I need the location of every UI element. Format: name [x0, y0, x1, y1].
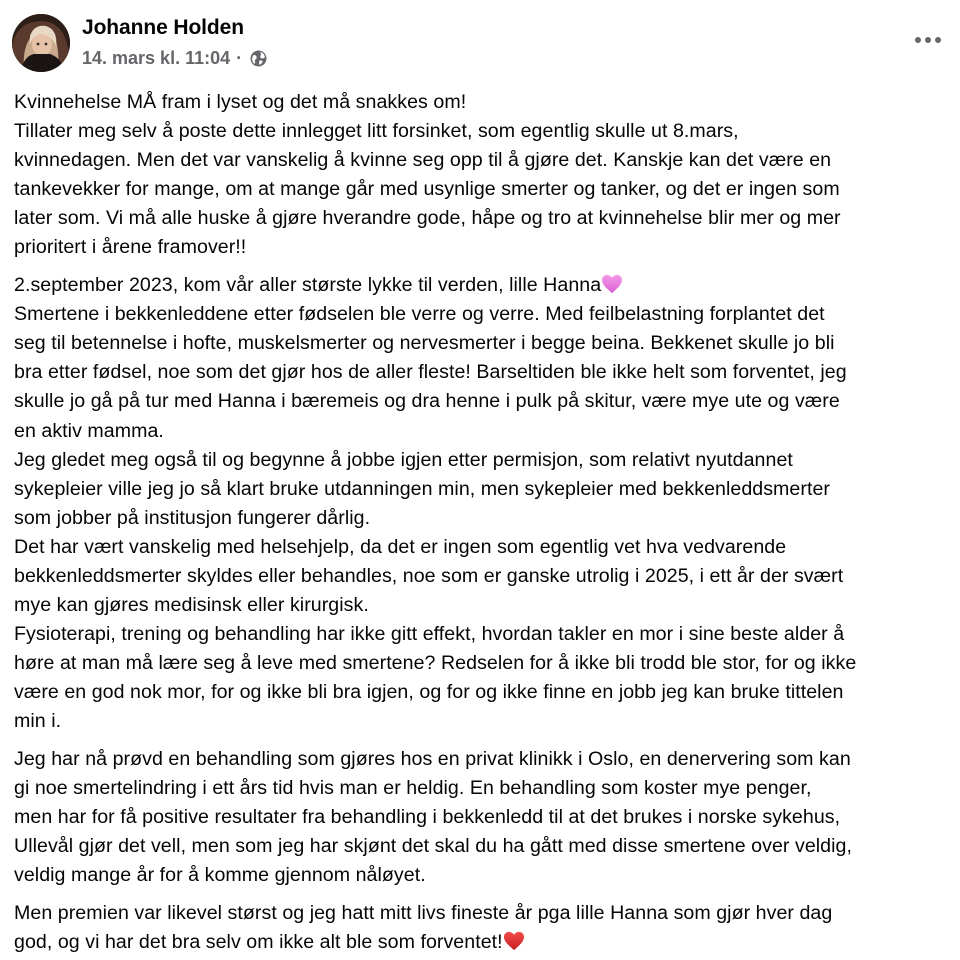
author-name[interactable]: Johanne Holden	[82, 16, 244, 39]
post-paragraph-1: Kvinnehelse MÅ fram i lyset og det må snakkes om! Tillater meg selv å poste dette innlegget litt forsinket, som egentlig skulle ut 8.mars, kvinnedagen. Men det var vanskelig å kvinne seg opp til å gjøre det. Kanskje kan det være en tankevekker for mange, om at mange går med usynlige smerter og tanker, og det er ingen som later som. Vi må alle huske å gjøre hverandre gode, håpe og tro at kvinnehelse blir mer og mer prioritert i årene framover!!	[14, 91, 841, 259]
red-heart-emoji-icon	[503, 931, 525, 951]
meta-separator: ·	[236, 48, 243, 68]
post-paragraph-4	[14, 899, 949, 957]
post-timestamp[interactable]: 14. mars kl. 11:04	[82, 48, 231, 68]
profile-photo-icon	[12, 14, 70, 72]
more-horizontal-icon	[913, 36, 943, 44]
more-options-button[interactable]	[910, 28, 946, 52]
post-meta	[82, 48, 267, 69]
post-paragraph-2	[14, 271, 949, 736]
post-paragraph-3: Jeg har nå prøvd en behandling som gjøres hos en privat klinikk i Oslo, en denervering som kan gi noe smertelindring i ett års tid hvis man er heldig. En behandling som koster mye penger, men har for få positive resultater fra behandling i bekkenledd til at det brukes i norske sykehus, Ullevål gjør det vell, men som jeg har skjønt det skal du ha gått med disse smertene over veldig, veldig mange år for å komme gjennom nåløyet.	[14, 748, 852, 887]
pink-heart-emoji-icon	[601, 274, 623, 294]
globe-icon[interactable]	[250, 50, 267, 67]
avatar[interactable]	[12, 14, 70, 72]
post-body	[14, 88, 949, 957]
post-header	[12, 14, 948, 74]
paragraph-4-text: Men premien var likevel størst og jeg hatt mitt livs fineste år pga lille Hanna som gjør hver dag god, og vi har det bra selv om ikke alt ble som forventet!	[14, 902, 833, 954]
paragraph-2-intro: 2.september 2023, kom vår aller største lykke til verden, lille Hanna	[14, 274, 602, 297]
paragraph-2-body: Smertene i bekkenleddene etter fødselen ble verre og verre. Med feilbelastning forplantet det seg til betennelse i hofte, muskelsmerter og nervesmerter i begge beina. Bekkenet skulle jo bli bra etter fødsel, noe som det gjør hos de aller fleste! Barseltiden ble ikke helt som forventet, jeg skulle jo gå på tur med Hanna i bæremeis og dra henne i pulk på skitur, være mye ute og være en aktiv mamma. Jeg gledet meg også til og begynne å jobbe igjen etter permisjon, som relativt nyutdannet sykepleier ville jeg jo så klart bruke utdanningen min, men sykepleier med bekkenleddsmerter som jobber på institusjon fungerer dårlig. Det har vært vanskelig med helsehjelp, da det er ingen som egentlig vet hva vedvarende bekkenleddsmerter skyldes eller behandles, noe som er ganske utrolig i 2025, i ett år der svært mye kan gjøres medisinsk eller kirurgisk. Fysioterapi, trening og behandling har ikke gitt effekt, hvordan takler en mor i sine beste alder å høre at man må lære seg å leve med smertene? Redselen for å ikke bli trodd ble stor, for og ikke være en god nok mor, for og ikke bli bra igjen, og for og ikke finne en jobb jeg kan bruke tittelen min i.	[14, 303, 857, 732]
